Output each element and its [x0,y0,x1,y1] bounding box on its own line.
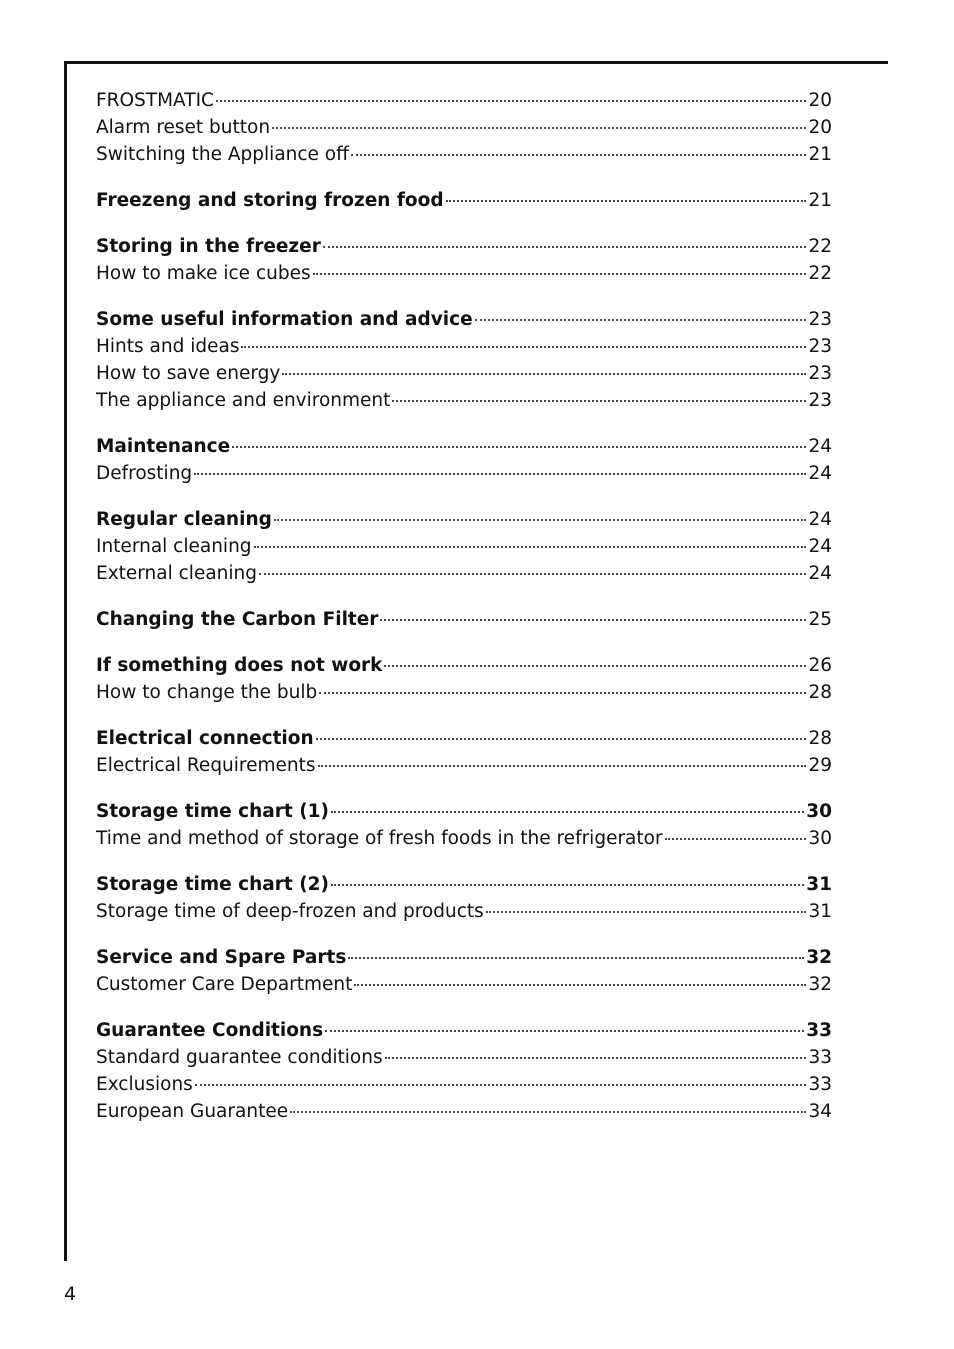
dot-leader [325,1030,804,1032]
toc-entry-title: Storage time chart (1) [96,801,329,822]
toc-entry-title: Storage time of deep-frozen and products [96,901,484,922]
toc-section [96,309,832,417]
dot-leader [195,1084,807,1086]
toc-entry-title: Electrical Requirements [96,755,316,776]
dot-leader [259,573,806,575]
toc-entry-title: Defrosting [96,463,193,484]
toc-section [96,655,832,709]
toc-entry[interactable] [96,682,832,709]
dot-leader [254,546,807,548]
toc-entry[interactable] [96,755,832,782]
toc-entry-title: Internal cleaning [96,536,252,557]
toc-section [96,874,832,928]
dot-leader [380,619,806,621]
dot-leader [319,692,806,694]
toc-entry-page: 20 [808,90,832,111]
toc-heading-entry[interactable] [96,874,832,901]
toc-entry-page: 29 [808,755,832,776]
dot-leader [348,957,804,959]
dot-leader [290,1111,806,1113]
dot-leader [665,838,807,840]
dot-leader [351,154,807,156]
toc-section [96,609,832,636]
toc-heading-entry[interactable] [96,190,832,217]
toc-entry-page: 21 [808,144,832,165]
toc-entry[interactable] [96,536,832,563]
toc-entry[interactable] [96,363,832,390]
toc-entry-page: 24 [808,563,832,584]
dot-leader [385,1057,807,1059]
toc-entry-title: How to change the bulb [96,682,318,703]
dot-leader [475,319,807,321]
toc-entry-title: Standard guarantee conditions [96,1047,383,1068]
toc-entry-title: Electrical connection [96,728,314,749]
toc-entry[interactable] [96,90,832,117]
toc-entry-page: 23 [808,336,832,357]
dot-leader [331,884,804,886]
toc-entry-title: Freezeng and storing frozen food [96,190,444,211]
dot-leader [232,446,806,448]
toc-entry-title: Maintenance [96,436,231,457]
toc-entry[interactable] [96,1074,832,1101]
dot-leader [354,984,806,986]
table-of-contents [96,90,832,1147]
toc-section [96,947,832,1001]
toc-entry-title: Service and Spare Parts [96,947,347,968]
toc-section [96,1020,832,1128]
dot-leader [318,765,807,767]
toc-entry-title: Regular cleaning [96,509,272,530]
toc-entry[interactable] [96,563,832,590]
toc-entry[interactable] [96,117,832,144]
toc-entry[interactable] [96,263,832,290]
toc-heading-entry[interactable] [96,509,832,536]
toc-section [96,728,832,782]
dot-leader [272,127,806,129]
dot-leader [194,473,806,475]
toc-entry-page: 24 [808,509,832,530]
toc-entry-page: 26 [808,655,832,676]
toc-entry-page: 22 [808,236,832,257]
toc-entry-page: 23 [808,363,832,384]
toc-entry-title: Storage time chart (2) [96,874,329,895]
dot-leader [323,246,807,248]
toc-entry-page: 31 [806,874,832,895]
toc-entry-title: Switching the Appliance off [96,144,349,165]
toc-section [96,90,832,171]
left-rule [64,61,67,1261]
toc-entry-page: 23 [808,309,832,330]
toc-entry-page: 33 [808,1074,832,1095]
toc-heading-entry[interactable] [96,655,832,682]
toc-heading-entry[interactable] [96,728,832,755]
toc-entry[interactable] [96,974,832,1001]
dot-leader [216,100,806,102]
toc-entry[interactable] [96,1101,832,1128]
toc-entry-title: Time and method of storage of fresh foods in the refrigerator [96,828,663,849]
toc-entry-title: External cleaning [96,563,257,584]
dot-leader [316,738,807,740]
toc-heading-entry[interactable] [96,801,832,828]
toc-entry-title: How to make ice cubes [96,263,311,284]
toc-heading-entry[interactable] [96,236,832,263]
dot-leader [331,811,804,813]
toc-heading-entry[interactable] [96,1020,832,1047]
toc-entry-page: 30 [808,828,832,849]
toc-entry-title: Exclusions [96,1074,193,1095]
toc-entry[interactable] [96,901,832,928]
toc-entry[interactable] [96,463,832,490]
toc-entry-page: 30 [806,801,832,822]
toc-entry-title: Alarm reset button [96,117,271,138]
toc-entry-page: 23 [808,390,832,411]
toc-entry-title: Guarantee Conditions [96,1020,324,1041]
toc-entry-page: 24 [808,536,832,557]
toc-heading-entry[interactable] [96,609,832,636]
toc-entry-page: 21 [808,190,832,211]
top-rule [64,61,888,64]
toc-section [96,190,832,217]
toc-entry-page: 28 [808,728,832,749]
toc-entry-title: Changing the Carbon Filter [96,609,379,630]
toc-entry-page: 24 [808,463,832,484]
toc-entry-page: 25 [808,609,832,630]
toc-entry-title: The appliance and environment [96,390,391,411]
toc-entry-title: How to save energy [96,363,281,384]
toc-entry[interactable] [96,390,832,417]
toc-entry-page: 31 [808,901,832,922]
toc-entry[interactable] [96,336,832,363]
toc-entry-title: European Guarantee [96,1101,289,1122]
toc-entry-page: 34 [808,1101,832,1122]
toc-entry-page: 32 [808,974,832,995]
toc-section [96,436,832,490]
toc-entry-page: 20 [808,117,832,138]
toc-entry-page: 32 [806,947,832,968]
toc-entry[interactable] [96,828,832,855]
toc-entry-title: Storing in the freezer [96,236,321,257]
toc-entry-title: If something does not work [96,655,383,676]
toc-entry-page: 22 [808,263,832,284]
toc-section [96,236,832,290]
toc-heading-entry[interactable] [96,436,832,463]
dot-leader [282,373,806,375]
toc-entry-page: 33 [806,1020,832,1041]
toc-entry[interactable] [96,144,832,171]
toc-entry-page: 24 [808,436,832,457]
toc-entry-title: Customer Care Department [96,974,353,995]
toc-entry-title: FROSTMATIC [96,90,214,111]
toc-heading-entry[interactable] [96,309,832,336]
toc-entry[interactable] [96,1047,832,1074]
dot-leader [274,519,807,521]
toc-entry-page: 28 [808,682,832,703]
toc-section [96,801,832,855]
toc-entry-page: 33 [808,1047,832,1068]
toc-heading-entry[interactable] [96,947,832,974]
toc-section [96,509,832,590]
dot-leader [384,665,806,667]
dot-leader [241,346,806,348]
toc-entry-title: Hints and ideas [96,336,240,357]
page-number: 4 [64,1283,77,1305]
dot-leader [486,911,807,913]
dot-leader [392,400,806,402]
dot-leader [446,200,807,202]
dot-leader [313,273,807,275]
toc-entry-title: Some useful information and advice [96,309,473,330]
